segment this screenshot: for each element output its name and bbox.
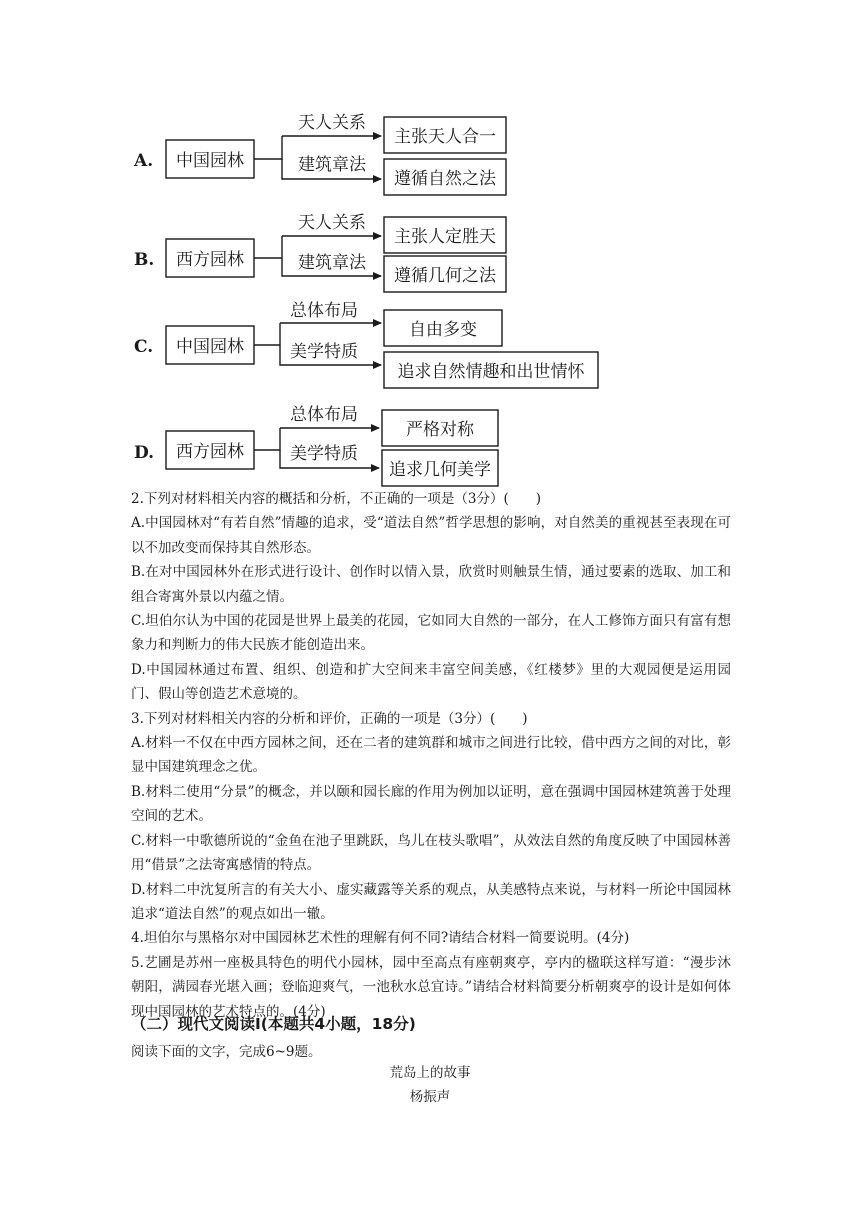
option-diagrams: [0, 0, 860, 495]
option-b-diagram: [134, 213, 506, 292]
section-heading: （二）现代文阅读Ⅰ(本题共4小题，18分): [131, 1015, 416, 1033]
option-d-letter: D.: [134, 443, 155, 463]
option-b-leaf-1: 主张人定胜天: [394, 227, 496, 247]
option-b-branch-1: 天人关系: [298, 213, 366, 233]
option-c-connector: [254, 323, 280, 345]
question-3-option-c: C.材料一中歌德所说的“金鱼在池子里跳跃，鸟儿在枝头歌唱”，从效法自然的角度反映了中国园林善用“借景”之法寄寓感情的特点。: [131, 832, 731, 874]
option-c-diagram: [134, 301, 598, 388]
question-2-stem: 2.下列对材料相关内容的概括和分析，不正确的一项是（3分）( ): [131, 491, 542, 507]
option-a-diagram: [133, 113, 506, 195]
option-d-leaf-1: 严格对称: [406, 420, 474, 440]
option-c-letter: C.: [134, 337, 154, 357]
question-3-option-b: B.材料二使用“分景”的概念，并以颐和园长廊的作用为例加以证明，意在强调中国园林建筑善于处理空间的艺术。: [131, 783, 731, 825]
option-d-branch-2: 美学特质: [290, 444, 358, 464]
option-a-root-label: 中国园林: [176, 151, 244, 171]
option-d-diagram: [134, 405, 498, 486]
story-title: 荒岛上的故事: [389, 1065, 471, 1081]
option-b-leaf-2: 遵循几何之法: [394, 266, 496, 286]
question-3-option-d: D.材料二中沈复所言的有关大小、虚实藏露等关系的观点，从美感特点来说，与材料一所论中国园林追求“道法自然”的观点如出一辙。: [131, 881, 731, 922]
option-a-leaf-1: 主张天人合一: [394, 127, 496, 147]
question-2-option-c: C.坦伯尔认为中国的花园是世界上最美的花园，它如同大自然的一部分，在人工修饰方面只有富有想象力和判断力的伟大民族才能创造出来。: [131, 613, 731, 654]
option-b-branch-2: 建筑章法: [298, 253, 366, 273]
option-a-branch-1: 天人关系: [298, 113, 366, 133]
questions-block: [131, 487, 731, 1024]
story-author: 杨振声: [409, 1089, 451, 1105]
option-b-connector: [254, 236, 282, 258]
option-c-leaf-2: 追求自然情趣和出世情怀: [397, 362, 585, 382]
option-a-letter: A.: [134, 151, 154, 171]
question-3-stem: 3.下列对材料相关内容的分析和评价，正确的一项是（3分）( ): [131, 710, 528, 727]
option-a-branch-2: 建筑章法: [298, 155, 366, 175]
option-b-root-label: 西方园林: [176, 250, 244, 270]
option-a-leaf-2: 遵循自然之法: [394, 169, 496, 189]
option-d-branch-1: 总体布局: [290, 405, 358, 425]
option-c-leaf-1: 自由多变: [409, 320, 477, 340]
question-2-option-d: D.中国园林通过布置、组织、创造和扩大空间来丰富空间美感，《红楼梦》里的大观园便是运用园门、假山等创造艺术意境的。: [131, 661, 731, 703]
question-2-option-b: B.在对中国园林外在形式进行设计、创作时以情入景，欣赏时则触景生情，通过要素的选取、加工和组合寄寓外景以内蕴之情。: [131, 564, 731, 605]
section-intro: 阅读下面的文字，完成6~9题。: [131, 1044, 322, 1060]
question-2-option-a: A.中国园林对“有若自然”情趣的追求，受“道法自然”哲学思想的影响，对自然美的重视甚至表现在可以不加改变而保持其自然形态。: [131, 515, 731, 556]
option-c-root-label: 中国园林: [176, 337, 244, 357]
question-4: 4.坦伯尔与黑格尔对中国园林艺术性的理解有何不同?请结合材料一简要说明。(4分): [131, 930, 630, 947]
option-d-leaf-2: 追求几何美学: [389, 460, 491, 480]
option-d-connector: [254, 428, 280, 450]
question-3-option-a: A.材料一不仅在中西方园林之间，还在二者的建筑群和城市之间进行比较，借中西方之间的对比，彰显中国建筑理念之优。: [131, 735, 731, 776]
option-c-branch-1: 总体布局: [290, 301, 358, 321]
question-5: 5.艺圃是苏州一座极具特色的明代小园林，园中至高点有座朝爽亭，亭内的楹联这样写道：“漫步沐朝阳，满园春光堪入画；登临迎爽气，一池秋水总宜诗。”请结合材料简要分析朝爽亭的设计是如何体现中国园林的艺术特点的。(4分): [131, 954, 731, 1020]
option-c-branch-2: 美学特质: [290, 342, 358, 362]
option-d-root-label: 西方园林: [176, 442, 244, 462]
option-a-connector: [254, 136, 282, 159]
option-b-letter: B.: [134, 250, 155, 270]
